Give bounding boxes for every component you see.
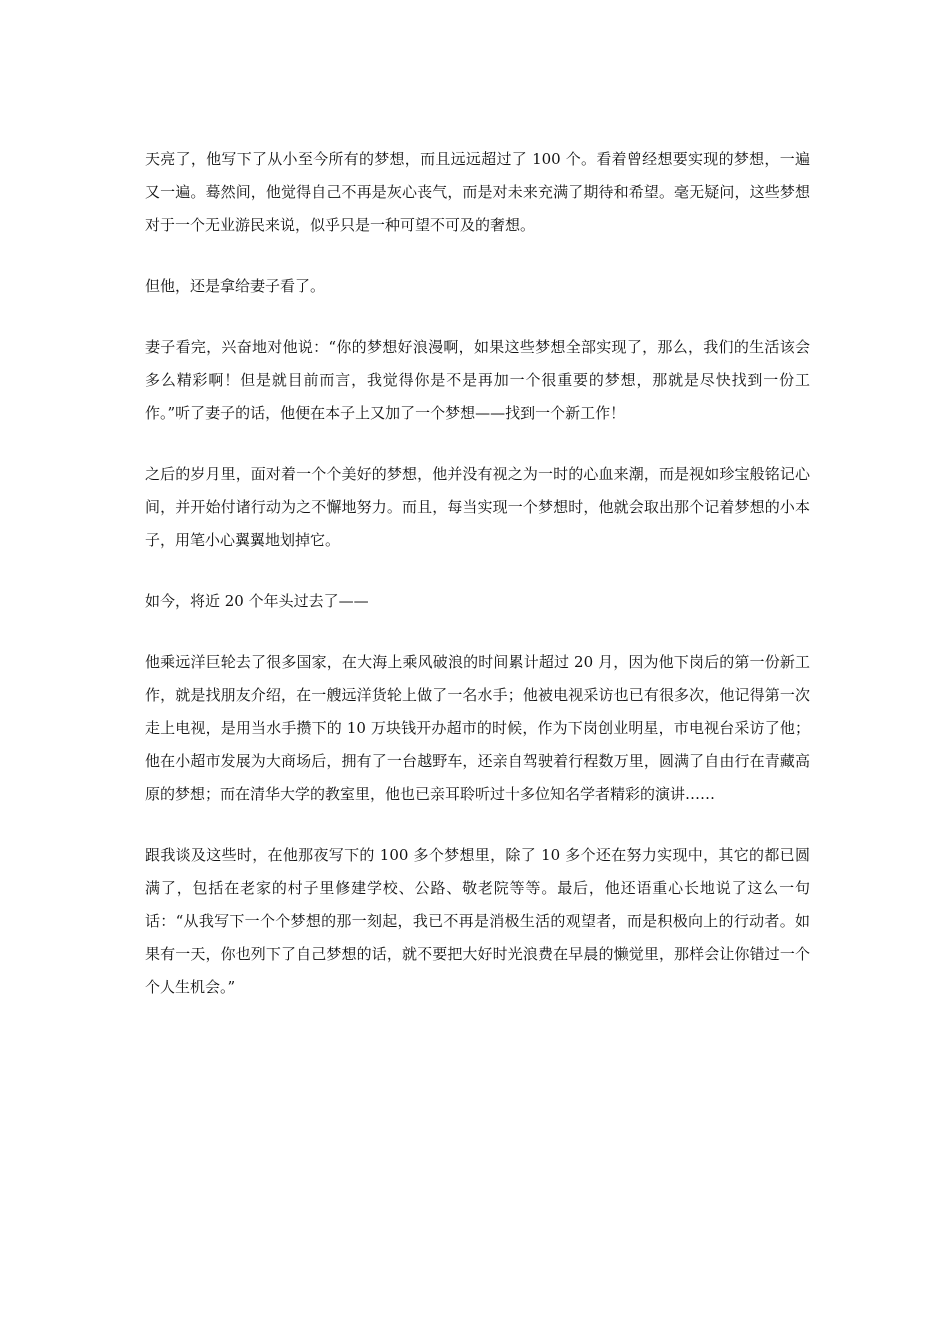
paragraph-3: 妻子看完，兴奋地对他说：“你的梦想好浪漫啊，如果这些梦想全部实现了，那么，我们的生活该会多么精彩啊！但是就目前而言，我觉得你是不是再加一个很重要的梦想，那就是尽快找到一份工作。”听了妻子的话，他便在本子上又加了一个梦想——找到一个新工作！ bbox=[145, 338, 810, 422]
document-body bbox=[145, 143, 810, 1004]
paragraph-4: 之后的岁月里，面对着一个个美好的梦想，他并没有视之为一时的心血来潮，而是视如珍宝般铭记心间，并开始付诸行动为之不懈地努力。而且，每当实现一个梦想时，他就会取出那个记着梦想的小本子，用笔小心翼翼地划掉它。 bbox=[145, 465, 810, 549]
paragraph-1: 天亮了，他写下了从小至今所有的梦想，而且远远超过了 100 个。看着曾经想要实现的梦想，一遍又一遍。蓦然间，他觉得自己不再是灰心丧气，而是对未来充满了期待和希望。毫无疑问，这些梦想对于一个无业游民来说，似乎只是一种可望不可及的奢想。 bbox=[145, 150, 810, 234]
paragraph-7: 跟我谈及这些时，在他那夜写下的 100 多个梦想里，除了 10 多个还在努力实现中，其它的都已圆满了，包括在老家的村子里修建学校、公路、敬老院等等。最后，他还语重心长地说了这么一句话：“从我写下一个个梦想的那一刻起，我已不再是消极生活的观望者，而是积极向上的行动者。如果有一天，你也列下了自己梦想的话，就不要把大好时光浪费在早晨的懒觉里，那样会让你错过一个个人生机会。” bbox=[145, 846, 810, 996]
paragraph-6: 他乘远洋巨轮去了很多国家，在大海上乘风破浪的时间累计超过 20 月，因为他下岗后的第一份新工作，就是找朋友介绍，在一艘远洋货轮上做了一名水手；他被电视采访也已有很多次，他记得第一次走上电视，是用当水手攒下的 10 万块钱开办超市的时候，作为下岗创业明星，市电视台采访了他；他在小超市发展为大商场后，拥有了一台越野车，还亲自驾驶着行程数万里，圆满了自由行在青藏高原的梦想；而在清华大学的教室里，他也已亲耳聆听过十多位知名学者精彩的演讲…… bbox=[145, 653, 810, 803]
paragraph-2: 但他，还是拿给妻子看了。 bbox=[145, 277, 326, 295]
paragraph-5: 如今，将近 20 个年头过去了—— bbox=[145, 592, 369, 610]
